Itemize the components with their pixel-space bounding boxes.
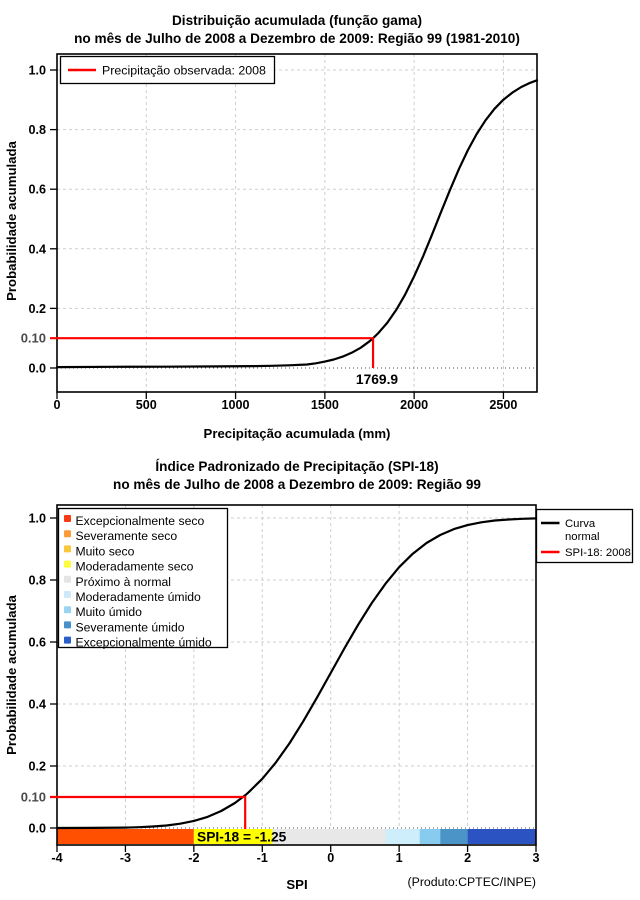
category-marker (64, 545, 71, 552)
x-tick-label: 2 (464, 851, 472, 865)
spi-title-line1: Índice Padronizado de Precipitação (SPI-18) (155, 459, 439, 474)
x-tick-label: -3 (119, 851, 132, 865)
x-tick-label: 1500 (310, 398, 339, 412)
gamma-prob-highlight-label: 0.10 (20, 330, 46, 346)
colorbar-segment (440, 829, 467, 844)
category-label: Muito seco (75, 544, 135, 559)
y-tick-label: 0.0 (28, 361, 46, 376)
legend-label: Precipitação observada: 2008 (102, 63, 266, 78)
gamma-legend (61, 57, 275, 84)
y-tick-label: 0.6 (28, 635, 46, 650)
y-tick-label: 0.2 (28, 759, 46, 774)
spi-yaxis-label: Probabilidade acumulada (4, 595, 19, 755)
y-tick-label: 0.8 (28, 123, 46, 138)
legend-label: normal (565, 531, 600, 543)
y-tick-label: 1.0 (28, 511, 46, 526)
category-marker (64, 606, 71, 613)
y-tick-label: 0.2 (28, 301, 46, 316)
category-label: Moderadamente seco (75, 559, 194, 574)
category-label: Muito úmido (75, 605, 142, 620)
x-tick-label: -4 (51, 851, 63, 865)
category-marker (64, 591, 71, 598)
spi-value-annotation: SPI-18 = -1.25 (197, 829, 287, 845)
gamma-xaxis-label: Precipitação acumulada (mm) (203, 426, 391, 441)
category-marker (64, 515, 71, 522)
spi-prob-highlight-label: 0.10 (20, 789, 46, 805)
category-label: Excepcionalmente úmido (75, 635, 212, 650)
x-tick-label: 500 (135, 398, 157, 412)
x-tick-label: 2500 (489, 398, 518, 412)
spi-curve-legend (537, 510, 633, 563)
category-label: Severamente seco (75, 529, 178, 544)
x-tick-label: 0 (53, 398, 61, 412)
colorbar-segment (420, 829, 441, 844)
gamma-yaxis-label: Probabilidade acumulada (4, 141, 19, 301)
spi-category-colorbar (57, 829, 536, 844)
gamma-axes (28, 54, 537, 412)
y-tick-label: 0.4 (28, 242, 46, 257)
spi-chart (4, 459, 633, 892)
colorbar-segment (385, 829, 419, 844)
gamma-curve (57, 80, 537, 367)
y-tick-label: 0.0 (28, 821, 46, 836)
gamma-title-line1: Distribuição acumulada (função gama) (171, 13, 423, 28)
legend-label: SPI-18: 2008 (565, 547, 631, 559)
category-label: Severamente úmido (75, 620, 185, 635)
cdf-curve (57, 80, 537, 367)
legend-label: Curva (565, 518, 596, 530)
spi-title-line2: no mês de Julho de 2008 a Dezembro de 2009: Região 99 (113, 477, 481, 492)
colorbar-segment (468, 829, 536, 844)
x-tick-label: 1000 (221, 398, 250, 412)
category-label: Moderadamente úmido (75, 590, 201, 604)
category-marker (64, 530, 71, 537)
category-label: Próximo à normal (75, 574, 172, 589)
gamma-value-highlight-label: 1769.9 (355, 372, 399, 387)
category-marker (64, 561, 71, 568)
gamma-title-line2: no mês de Julho de 2008 a Dezembro de 2009: Região 99 (1981-2010) (74, 31, 520, 46)
category-marker (64, 576, 71, 583)
y-tick-label: 1.0 (28, 63, 46, 78)
gamma-cdf-chart (4, 13, 537, 441)
y-tick-label: 0.6 (28, 182, 46, 197)
x-tick-label: 2000 (400, 398, 429, 412)
colorbar-segment (57, 829, 194, 844)
x-tick-label: -1 (256, 851, 268, 865)
gamma-gridlines (57, 54, 537, 392)
plot-box (57, 54, 537, 392)
colorbar-segment (273, 829, 386, 844)
x-tick-label: -2 (188, 851, 200, 865)
x-tick-label: 1 (395, 851, 403, 865)
category-label: Excepcionalmente seco (75, 514, 205, 528)
product-credit: (Produto:CPTEC/INPE) (407, 875, 536, 889)
category-marker (64, 621, 71, 628)
category-marker (64, 637, 71, 644)
spi-categories-legend (59, 509, 228, 650)
x-tick-label: 3 (532, 851, 540, 865)
spi-xaxis-label: SPI (286, 877, 308, 892)
y-tick-label: 0.4 (28, 697, 46, 712)
x-tick-label: 0 (327, 851, 335, 865)
y-tick-label: 0.8 (28, 573, 46, 588)
